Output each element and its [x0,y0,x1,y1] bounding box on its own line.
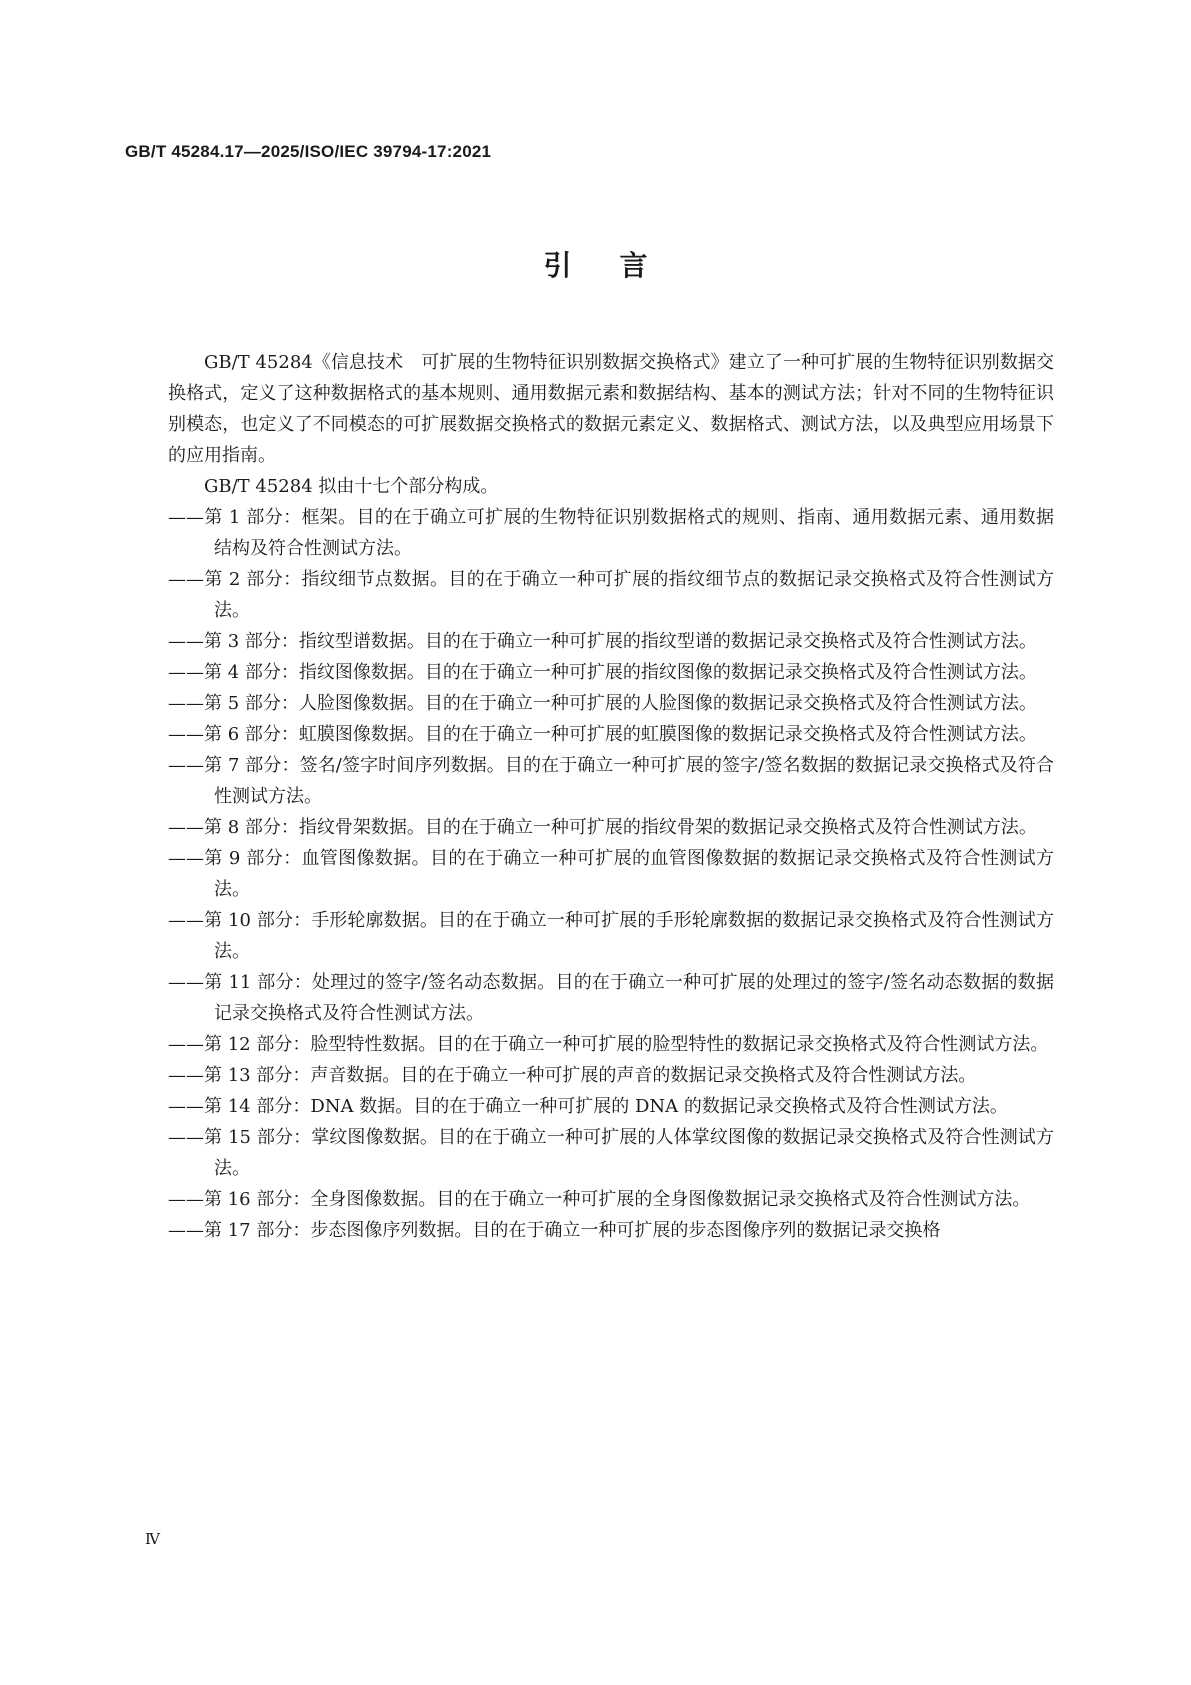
list-item: ——第 14 部分：DNA 数据。目的在于确立一种可扩展的 DNA 的数据记录交换格式及符合性测试方法。 [168,1096,1008,1117]
parts-list [168,502,1054,1246]
list-item: ——第 12 部分：脸型特性数据。目的在于确立一种可扩展的脸型特性的数据记录交换格式及符合性测试方法。 [168,1034,1049,1055]
list-item: ——第 15 部分：掌纹图像数据。目的在于确立一种可扩展的人体掌纹图像的数据记录交换格式及符合性测试方法。 [168,1127,1054,1179]
list-item: ——第 16 部分：全身图像数据。目的在于确立一种可扩展的全身图像数据记录交换格式及符合性测试方法。 [168,1189,1031,1210]
list-item: ——第 3 部分：指纹型谱数据。目的在于确立一种可扩展的指纹型谱的数据记录交换格式及符合性测试方法。 [168,631,1037,652]
parts-count-paragraph: GB/T 45284 拟由十七个部分构成。 [204,476,499,497]
list-item: ——第 4 部分：指纹图像数据。目的在于确立一种可扩展的指纹图像的数据记录交换格式及符合性测试方法。 [168,662,1037,683]
page-title: 引言 [543,249,696,282]
intro-paragraph: GB/T 45284《信息技术 可扩展的生物特征识别数据交换格式》建立了一种可扩展的生物特征识别数据交换格式，定义了这种数据格式的基本规则、通用数据元素和数据结构、基本的测试方法；针对不同的生物特征识别模态，也定义了不同模态的可扩展数据交换格式的数据元素定义、数据格式、测试方法，以及典型应用场景下的应用指南。 [168,352,1054,466]
list-item: ——第 7 部分：签名/签字时间序列数据。目的在于确立一种可扩展的签字/签名数据的数据记录交换格式及符合性测试方法。 [168,755,1054,807]
list-item: ——第 13 部分：声音数据。目的在于确立一种可扩展的声音的数据记录交换格式及符合性测试方法。 [168,1065,977,1086]
page-number: Ⅳ [145,1530,160,1548]
list-item: ——第 5 部分：人脸图像数据。目的在于确立一种可扩展的人脸图像的数据记录交换格式及符合性测试方法。 [168,693,1037,714]
list-item: ——第 11 部分：处理过的签字/签名动态数据。目的在于确立一种可扩展的处理过的签字/签名动态数据的数据记录交换格式及符合性测试方法。 [168,972,1054,1024]
list-item: ——第 6 部分：虹膜图像数据。目的在于确立一种可扩展的虹膜图像的数据记录交换格式及符合性测试方法。 [168,724,1037,745]
list-item: ——第 1 部分：框架。目的在于确立可扩展的生物特征识别数据格式的规则、指南、通用数据元素、通用数据结构及符合性测试方法。 [168,507,1054,559]
list-item: ——第 2 部分：指纹细节点数据。目的在于确立一种可扩展的指纹细节点的数据记录交换格式及符合性测试方法。 [168,569,1054,621]
list-item: ——第 17 部分：步态图像序列数据。目的在于确立一种可扩展的步态图像序列的数据记录交换格 [168,1220,941,1241]
list-item: ——第 10 部分：手形轮廓数据。目的在于确立一种可扩展的手形轮廓数据的数据记录交换格式及符合性测试方法。 [168,910,1054,962]
document-code-header: GB/T 45284.17—2025/ISO/IEC 39794-17:2021 [125,142,492,161]
main-content [168,347,1054,1246]
list-item: ——第 9 部分：血管图像数据。目的在于确立一种可扩展的血管图像数据的数据记录交换格式及符合性测试方法。 [168,848,1054,900]
list-item: ——第 8 部分：指纹骨架数据。目的在于确立一种可扩展的指纹骨架的数据记录交换格式及符合性测试方法。 [168,817,1037,838]
